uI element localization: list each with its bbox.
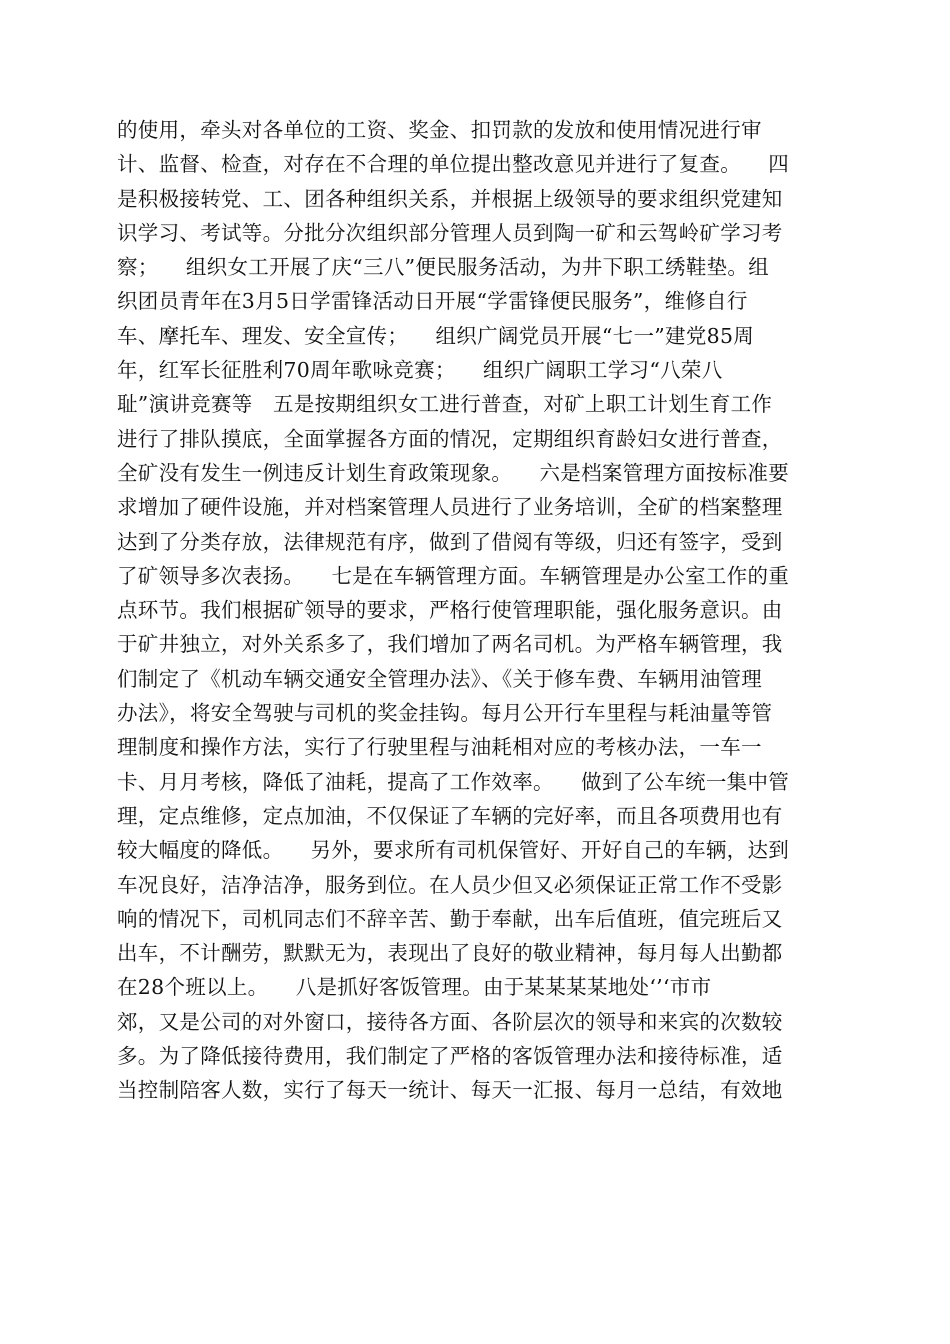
text-line: 识学习、考试等。分批分次组织部分管理人员到陶一矿和云驾岭矿学习考 (117, 220, 783, 245)
text-line: 察； 组织女工开展了庆“三八”便民服务活动，为井下职工绣鞋垫。组 (117, 255, 770, 280)
text-line: 求增加了硬件设施，并对档案管理人员进行了业务培训，全矿的档案整理 (117, 495, 783, 520)
text-line: 理制度和操作方法，实行了行驶里程与油耗相对应的考核办法，一车一 (117, 735, 762, 760)
text-line: 年，红军长征胜利70周年歌咏竞赛； 组织广阔职工学习“八荣八 (117, 358, 723, 383)
text-line: 是积极接转党、工、团各种组织关系，并根据上级领导的要求组织党建知 (117, 186, 783, 211)
text-line: 了矿领导多次表扬。 七是在车辆管理方面。车辆管理是办公室工作的重 (117, 563, 790, 588)
text-line: 耻”演讲竞赛等 五是按期组织女工进行普查，对矿上职工计划生育工作 (117, 392, 773, 417)
text-line: 的使用，牵头对各单位的工资、奖金、扣罚款的发放和使用情况进行审 (117, 118, 762, 142)
text-line: 们制定了《机动车辆交通安全管理办法》、《关于修车费、车辆用油管理 (117, 666, 763, 691)
text-line: 点环节。我们根据矿领导的要求，严格行使管理职能，强化服务意识。由 (117, 598, 783, 623)
text-line: 郊，又是公司的对外窗口，接待各方面、各阶层次的领导和来宾的次数较 (117, 1009, 783, 1034)
text-line: 在28个班以上。 八是抓好客饭管理。由于某某某某地处‘’‘市市 (117, 975, 712, 1000)
text-line: 织团员青年在3月5日学雷锋活动日开展“学雷锋便民服务”，维修自行 (117, 289, 748, 314)
text-line: 进行了排队摸底，全面掌握各方面的情况，定期组织育龄妇女进行普查， (117, 426, 783, 451)
text-line: 多。为了降低接待费用，我们制定了严格的客饭管理办法和接待标准，适 (117, 1044, 783, 1069)
body-text (117, 113, 837, 1108)
text-line: 车、摩托车、理发、安全宣传； 组织广阔党员开展“七一”建党85周 (117, 323, 755, 348)
text-line: 理，定点维修，定点加油，不仅保证了车辆的完好率，而且各项费用也有 (117, 803, 783, 828)
text-line: 全矿没有发生一例违反计划生育政策现象。 六是档案管理方面按标准要 (117, 460, 790, 485)
text-line: 较大幅度的降低。 另外，要求所有司机保管好、开好自己的车辆，达到 (117, 838, 790, 863)
text-line: 于矿井独立，对外关系多了，我们增加了两名司机。为严格车辆管理，我 (117, 632, 783, 657)
text-line: 卡、月月考核，降低了油耗，提高了工作效率。 做到了公车统一集中管 (117, 769, 790, 794)
text-line: 当控制陪客人数，实行了每天一统计、每天一汇报、每月一总结，有效地 (117, 1078, 783, 1103)
text-line: 计、监督、检查，对存在不合理的单位提出整改意见并进行了复查。 四 (117, 152, 790, 177)
text-line: 响的情况下，司机同志们不辞辛苦、勤于奉献，出车后值班，值完班后又 (117, 906, 783, 931)
text-line: 出车，不计酬劳，默默无为，表现出了良好的敬业精神，每月每人出勤都 (117, 941, 783, 966)
text-line: 办法》，将安全驾驶与司机的奖金挂钩。每月公开行车里程与耗油量等管 (117, 701, 773, 726)
text-line: 达到了分类存放，法律规范有序，做到了借阅有等级，归还有签字，受到 (117, 529, 783, 554)
text-line: 车况良好，洁净洁净，服务到位。在人员少但又必须保证正常工作不受影 (117, 872, 783, 897)
